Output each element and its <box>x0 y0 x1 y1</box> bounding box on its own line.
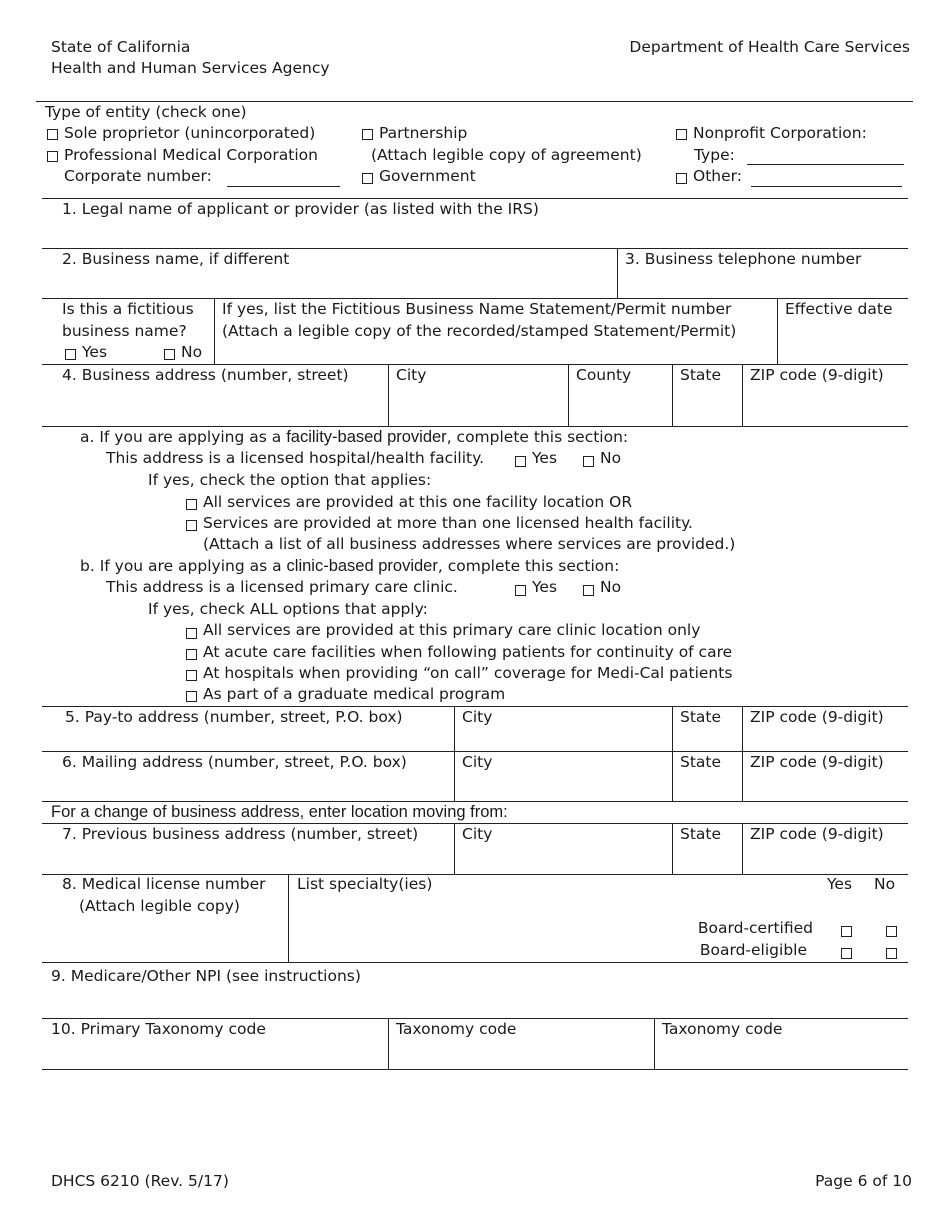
clinic-option-4-label: As part of a graduate medical program <box>203 685 506 703</box>
board-certified-yes-checkbox[interactable] <box>841 926 852 937</box>
effective-date-label: Effective date <box>785 300 893 318</box>
other-checkbox[interactable] <box>676 173 687 184</box>
primary-taxonomy-label: 10. Primary Taxonomy code <box>51 1020 266 1038</box>
npi-label: 9. Medicare/Other NPI (see instructions) <box>51 967 361 985</box>
state-label: State <box>680 366 722 384</box>
fictitious-yes-label: Yes <box>82 343 108 361</box>
mailing-zip-label: ZIP code (9-digit) <box>750 753 884 771</box>
facility-option-2-note: (Attach a list of all business addresses where services are provided.) <box>203 535 736 553</box>
clinic-option-3-checkbox[interactable] <box>186 670 197 681</box>
clinic-option-instruction: If yes, check ALL options that apply: <box>148 600 428 618</box>
board-certified-label: Board-certified <box>697 919 813 937</box>
partnership-label: Partnership <box>379 124 468 142</box>
fictitious-no-label: No <box>181 343 203 361</box>
facility-option-2-label: Services are provided at more than one licensed health facility. <box>203 514 693 532</box>
sole-proprietor-checkbox[interactable] <box>47 129 58 140</box>
clinic-no-checkbox[interactable] <box>583 585 594 596</box>
fbn-statement-label: If yes, list the Fictitious Business Name Statement/Permit number <box>222 300 732 318</box>
business-address-label: 4. Business address (number, street) <box>62 366 349 384</box>
professional-medical-corporation-label: Professional Medical Corporation <box>64 146 318 164</box>
facility-yes-label: Yes <box>532 449 558 467</box>
business-name-label: 2. Business name, if different <box>62 250 290 268</box>
clinic-option-2-checkbox[interactable] <box>186 649 197 660</box>
taxonomy-code-label-2: Taxonomy code <box>396 1020 517 1038</box>
divider <box>214 298 215 364</box>
state-name: State of California <box>51 38 191 56</box>
divider <box>777 298 778 364</box>
board-eligible-no-checkbox[interactable] <box>886 948 897 959</box>
agency-name: Health and Human Services Agency <box>51 59 330 77</box>
facility-option-2-checkbox[interactable] <box>186 520 197 531</box>
clinic-option-2-label: At acute care facilities when following patients for continuity of care <box>203 643 733 661</box>
board-yes-header: Yes <box>827 875 853 893</box>
rule <box>42 364 908 365</box>
divider <box>742 706 743 801</box>
mailing-state-label: State <box>680 753 722 771</box>
county-label: County <box>576 366 632 384</box>
divider <box>742 823 743 874</box>
legal-name-label: 1. Legal name of applicant or provider (as listed with the IRS) <box>62 200 539 218</box>
section-b-heading: b. If you are applying as a clinic-based provider, complete this section: <box>80 557 620 575</box>
mailing-address-label: 6. Mailing address (number, street, P.O. box) <box>62 753 407 771</box>
rule <box>42 823 908 824</box>
clinic-option-3-label: At hospitals when providing “on call” coverage for Medi-Cal patients <box>203 664 733 682</box>
licensed-facility-question: This address is a licensed hospital/health facility. <box>106 449 485 467</box>
previous-zip-label: ZIP code (9-digit) <box>750 825 884 843</box>
rule <box>42 962 908 963</box>
facility-option-1-checkbox[interactable] <box>186 499 197 510</box>
divider <box>742 364 743 426</box>
medical-license-attach-note: (Attach legible copy) <box>79 897 240 915</box>
other-field[interactable] <box>751 186 902 187</box>
clinic-no-label: No <box>600 578 622 596</box>
nonprofit-label: Nonprofit Corporation: <box>693 124 867 142</box>
clinic-yes-checkbox[interactable] <box>515 585 526 596</box>
board-no-header: No <box>874 875 896 893</box>
divider <box>672 706 673 801</box>
clinic-option-1-checkbox[interactable] <box>186 628 197 639</box>
rule <box>42 298 908 299</box>
entity-title: Type of entity (check one) <box>45 103 247 121</box>
rule <box>42 706 908 707</box>
rule <box>42 1018 908 1019</box>
corporate-number-field[interactable] <box>227 186 340 187</box>
city-label: City <box>396 366 427 384</box>
government-label: Government <box>379 167 476 185</box>
divider <box>454 706 455 801</box>
facility-option-1-label: All services are provided at this one facility location OR <box>203 493 633 511</box>
fictitious-question-2: business name? <box>62 322 187 340</box>
rule <box>42 751 908 752</box>
pay-to-state-label: State <box>680 708 722 726</box>
divider <box>568 364 569 426</box>
specialty-label: List specialty(ies) <box>297 875 433 893</box>
section-a-heading: a. If you are applying as a facility-based provider, complete this section: <box>80 428 629 446</box>
facility-yes-checkbox[interactable] <box>515 456 526 467</box>
pay-to-city-label: City <box>462 708 493 726</box>
corporate-number-label: Corporate number: <box>64 167 212 185</box>
sole-proprietor-label: Sole proprietor (unincorporated) <box>64 124 316 142</box>
nonprofit-type-label: Type: <box>694 146 735 164</box>
divider <box>388 1018 389 1069</box>
divider <box>454 823 455 874</box>
divider <box>388 364 389 426</box>
previous-city-label: City <box>462 825 493 843</box>
divider <box>654 1018 655 1069</box>
previous-state-label: State <box>680 825 722 843</box>
divider <box>672 823 673 874</box>
zip-label: ZIP code (9-digit) <box>750 366 884 384</box>
government-checkbox[interactable] <box>362 173 373 184</box>
previous-address-label: 7. Previous business address (number, street) <box>62 825 419 843</box>
other-label: Other: <box>693 167 742 185</box>
partnership-checkbox[interactable] <box>362 129 373 140</box>
nonprofit-type-field[interactable] <box>747 164 904 165</box>
clinic-yes-label: Yes <box>532 578 558 596</box>
medical-license-label: 8. Medical license number <box>62 875 266 893</box>
rule <box>42 248 908 249</box>
fictitious-question-1: Is this a fictitious <box>62 300 194 318</box>
mailing-city-label: City <box>462 753 493 771</box>
fbn-attach-note: (Attach a legible copy of the recorded/stamped Statement/Permit) <box>222 322 737 340</box>
fictitious-no-checkbox[interactable] <box>164 349 175 360</box>
nonprofit-checkbox[interactable] <box>676 129 687 140</box>
taxonomy-code-label-3: Taxonomy code <box>662 1020 783 1038</box>
board-certified-no-checkbox[interactable] <box>886 926 897 937</box>
facility-no-checkbox[interactable] <box>583 456 594 467</box>
change-address-note: For a change of business address, enter location moving from: <box>51 803 508 821</box>
clinic-option-4-checkbox[interactable] <box>186 691 197 702</box>
partnership-note: (Attach legible copy of agreement) <box>371 146 642 164</box>
rule-top <box>36 101 913 102</box>
rule <box>42 801 908 802</box>
divider <box>672 364 673 426</box>
clinic-option-1-label: All services are provided at this primary care clinic location only <box>203 621 701 639</box>
fictitious-yes-checkbox[interactable] <box>65 349 76 360</box>
divider <box>288 874 289 962</box>
board-eligible-label: Board-eligible <box>699 941 807 959</box>
facility-no-label: No <box>600 449 622 467</box>
professional-medical-corporation-checkbox[interactable] <box>47 151 58 162</box>
rule <box>42 1069 908 1070</box>
rule <box>42 198 908 199</box>
page-number: Page 6 of 10 <box>815 1172 912 1190</box>
form-number: DHCS 6210 (Rev. 5/17) <box>51 1172 229 1190</box>
department-name: Department of Health Care Services <box>629 38 910 56</box>
rule <box>42 426 908 427</box>
business-phone-label: 3. Business telephone number <box>625 250 862 268</box>
licensed-clinic-question: This address is a licensed primary care clinic. <box>106 578 458 596</box>
divider <box>617 248 618 298</box>
facility-option-instruction: If yes, check the option that applies: <box>148 471 432 489</box>
pay-to-address-label: 5. Pay-to address (number, street, P.O. box) <box>65 708 403 726</box>
board-eligible-yes-checkbox[interactable] <box>841 948 852 959</box>
pay-to-zip-label: ZIP code (9-digit) <box>750 708 884 726</box>
